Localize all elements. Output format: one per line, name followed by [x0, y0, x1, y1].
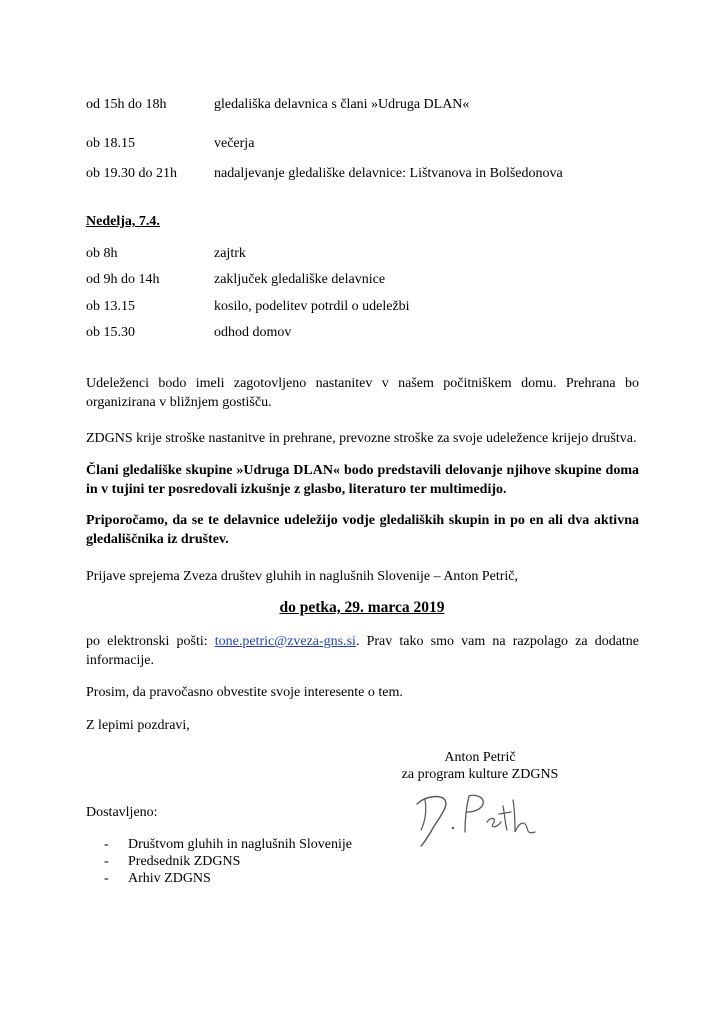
email-suffix: . Prav tako smo vam na razpolago za dodatne informacije. — [86, 634, 640, 668]
sunday-heading: Nedelja, 7.4. — [86, 214, 160, 229]
schedule-time: ob 8h — [86, 246, 118, 261]
schedule-time: od 15h do 18h — [86, 97, 167, 112]
signer-name: Anton Petrič — [444, 750, 516, 765]
greeting: Z lepimi pozdravi, — [86, 718, 190, 733]
email-link[interactable]: tone.petric@zveza-gns.si — [214, 634, 356, 649]
schedule-row — [86, 270, 646, 290]
list-dash: - — [104, 871, 109, 886]
delivered-list — [104, 836, 352, 887]
schedule-row — [86, 95, 646, 115]
schedule-activity: gledališka delavnica s člani »Udruga DLAN« — [214, 97, 470, 112]
paragraph-email — [86, 632, 639, 670]
schedule-row — [86, 164, 646, 184]
paragraph-costs: ZDGNS krije stroške nastanitve in prehrane, prevozne stroške za svoje udeležence krijejo društva. — [86, 431, 637, 446]
schedule-time: od 9h do 14h — [86, 272, 160, 287]
deadline: do petka, 29. marca 2019 — [279, 599, 445, 616]
schedule-activity: zaključek gledališke delavnice — [214, 272, 386, 287]
paragraph-recommendation: Priporočamo, da se te delavnice udeležijo vodje gledaliških skupin in po en ali dva aktivna gledališčnika iz društev. — [86, 513, 639, 547]
paragraph-dlan: Člani gledališke skupine »Udruga DLAN« bodo predstavili delovanje njihove skupine doma in v tujini ter posredovali izkušnje z glasbo, literaturo ter multimedijo. — [86, 463, 639, 497]
schedule-activity: nadaljevanje gledališke delavnice: Lištvanova in Bolšedonova — [214, 166, 563, 181]
email-prefix: po elektronski pošti: — [86, 634, 215, 649]
list-item — [104, 870, 352, 887]
list-item — [104, 836, 352, 853]
list-item — [104, 853, 352, 870]
schedule-activity: večerja — [214, 136, 255, 151]
schedule-activity: kosilo, podelitev potrdil o udeležbi — [214, 299, 410, 314]
schedule-activity: odhod domov — [214, 325, 292, 340]
schedule-time: ob 15.30 — [86, 325, 135, 340]
schedule-row — [86, 323, 646, 343]
paragraph-accommodation: Udeleženci bodo imeli zagotovljeno nastanitev v našem počitniškem domu. Prehrana bo organizirana v bližnjem gostišču. — [86, 376, 639, 410]
delivered-label: Dostavljeno: — [86, 805, 158, 820]
paragraph-inform: Prosim, da pravočasno obvestite svoje interesente o tem. — [86, 685, 403, 700]
paragraph-applications: Prijave sprejema Zveza društev gluhih in naglušnih Slovenije – Anton Petrič, — [86, 569, 518, 584]
list-dash: - — [104, 837, 109, 852]
list-dash: - — [104, 854, 109, 869]
schedule-row — [86, 134, 646, 154]
schedule-row — [86, 244, 646, 264]
signer-role: za program kulture ZDGNS — [401, 767, 559, 782]
schedule-row — [86, 297, 646, 317]
schedule-activity: zajtrk — [214, 246, 246, 261]
schedule-time: ob 13.15 — [86, 299, 135, 314]
list-item-text: Predsednik ZDGNS — [128, 854, 241, 869]
schedule-time: ob 19.30 do 21h — [86, 166, 177, 181]
schedule-time: ob 18.15 — [86, 136, 135, 151]
list-item-text: Arhiv ZDGNS — [128, 871, 211, 886]
list-item-text: Društvom gluhih in naglušnih Slovenije — [128, 837, 352, 852]
